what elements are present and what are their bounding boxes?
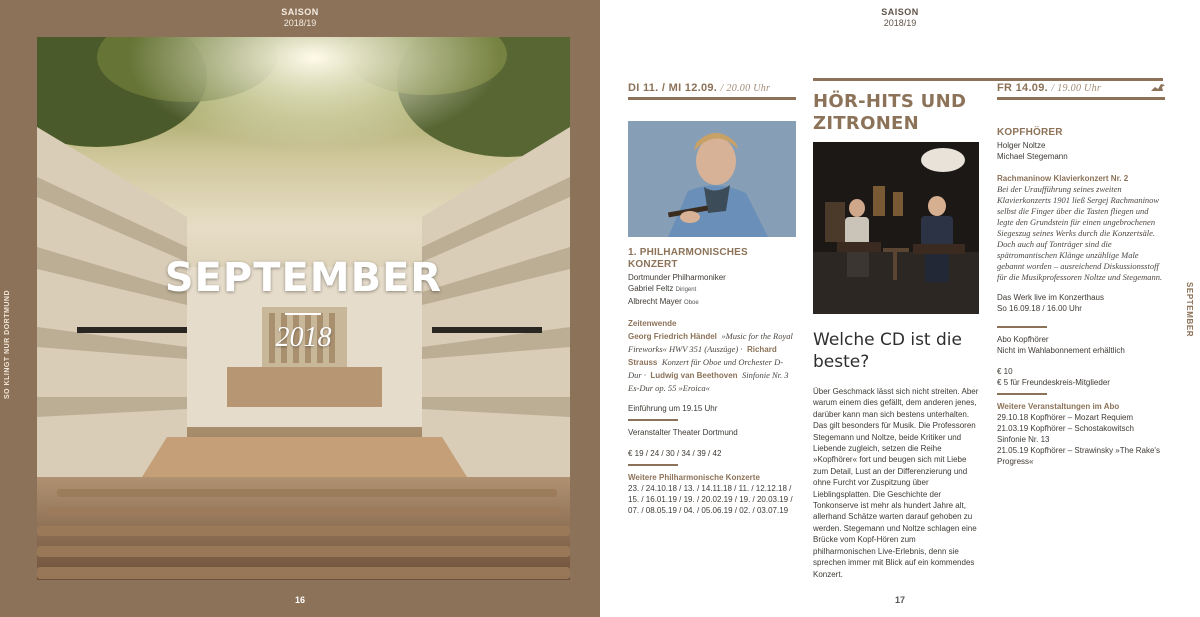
composer: Ludwig van Beethoven (650, 371, 738, 380)
composer: Georg Friedrich Händel (628, 332, 717, 341)
divider (997, 326, 1047, 328)
season-year: 2018/19 (883, 18, 917, 28)
event-kopfhoerer (997, 78, 1165, 467)
season-label: SAISON (881, 7, 919, 17)
abo-line-2: Nicht im Wahlabonnement erhältlich (997, 346, 1125, 355)
performer-2 (628, 283, 796, 296)
performer-1 (628, 272, 796, 283)
program-text: Bei der Uraufführung seines zweiten Klavierkonzerts 1901 ließ Sergej Rachmaninow selbst die Finger über die Tasten fliegen und legte den Grundstein für einen ungebrochenen Siegeszug seines Werks durch die Konzertsäle. Doch auch auf Tonträger sind die spätromantischen Klänge unzählige Male gebannt worden – ausreichend Diskussionsstoff für die Musikprofessoren Noltze und Stegemann. (997, 184, 1163, 282)
more-event-3: 21.05.19 Kopfhörer – Strawinsky »The Rake's Progress« (997, 446, 1160, 466)
bird-icon (1151, 83, 1165, 93)
feature-body: Über Geschmack lässt sich nicht streiten. Aber warum einem dies gefällt, dem anderen jenes, darüber kann man sich bestens unterhalten. Das gilt besonders für Musik. Die Professoren Stegemann und Noltze, beide Kritiker und Liebende zugleich, setzen die Reihe »Kopfhörer« fort und beugen sich mit Liebe zum Detail, Lust an der Differenzierung und ohne Furcht vor Zuspitzung über Lieblingsplatten. Die Geschichte der Tonkonserve ist mehr als hundert Jahre alt, allerhand Schätze warten darauf gehoben zu werden. Stegemann und Noltze schlagen eine Brücke vom Kopf-Hören zum philharmonischen Live-Erlebnis, denn sie sprechen immer mit Blick auf ein kommendes Konzert. (813, 387, 979, 579)
live-line-2: So 16.09.18 / 16.00 Uhr (997, 304, 1082, 313)
side-month-label: SEPTEMBER (1185, 282, 1194, 338)
month-year: 2018 (275, 322, 332, 353)
work: Konzert für Oboe und Orchester D-Dur · (628, 357, 784, 380)
more-events-heading: Weitere Veranstaltungen im Abo (997, 402, 1120, 411)
title-divider (285, 313, 321, 315)
right-page (600, 0, 1200, 617)
performer-name: Albrecht Mayer (628, 297, 682, 306)
performer-3 (628, 296, 796, 309)
page-number-left: 16 (294, 595, 305, 605)
season-label: SAISON (281, 7, 319, 17)
page-number-right: 17 (894, 595, 905, 605)
work: Sinfonie Nr. 3 Es-Dur op. 55 »Eroica« (628, 370, 789, 393)
work: »Music for the Royal Fireworks« HWV 351 (Auszüge) · (628, 331, 793, 354)
abo-line-1: Abo Kopfhörer (997, 335, 1049, 344)
hosts-photo (813, 142, 979, 314)
performer-name: Dortmunder Philharmoniker (628, 273, 726, 282)
oboist-portrait (628, 121, 796, 237)
feature-title: HÖR-HITS UND ZITRONEN (813, 91, 967, 134)
performer-name: Gabriel Feltz (628, 284, 674, 293)
program-list (628, 329, 796, 394)
side-tagline: SO KLINGT NUR DORTMUND (4, 290, 11, 400)
performer-role: Dirigent (675, 287, 697, 293)
divider (628, 464, 678, 466)
more-concerts-dates: 23. / 24.10.18 / 13. / 14.11.18 / 11. / 12.12.18 / 15. / 16.01.19 / 19. / 20.02.19 / 19. / 20.03.19 / 07. / 08.05.19 / 04. / 05.06.19 / 02. / 03.07.19 (628, 484, 793, 515)
performer-2: Michael Stegemann (997, 152, 1068, 161)
oboist-photo (628, 121, 796, 237)
performer-role: Oboe (684, 300, 699, 306)
date-bar (628, 62, 796, 100)
price-1: € 10 (997, 367, 1013, 376)
season-year: 2018/19 (283, 18, 317, 28)
feature-content (813, 142, 979, 580)
program-heading: Rachmaninow Klavierkonzert Nr. 2 (997, 174, 1129, 183)
organizer: Veranstalter Theater Dortmund (628, 428, 738, 437)
performer-1: Holger Noltze (997, 141, 1046, 150)
season-header-left (270, 7, 330, 29)
season-header-right (870, 7, 930, 29)
price-2: € 5 für Freundeskreis-Mitglieder (997, 378, 1110, 387)
concert-hall-illustration (37, 37, 570, 580)
more-concerts-heading: Weitere Philharmonische Konzerte (628, 473, 760, 482)
feature-question: Welche CD ist die beste? (813, 330, 962, 372)
intro-time: Einführung um 19.15 Uhr (628, 404, 718, 413)
live-line-1: Das Werk live im Konzerthaus (997, 293, 1104, 302)
divider (997, 393, 1047, 395)
month-title: SEPTEMBER (164, 255, 443, 301)
divider (628, 419, 678, 421)
event-date (997, 82, 1101, 94)
more-event-2: 21.03.19 Kopfhörer – Schostakowitsch Sinfonie Nr. 13 (997, 424, 1134, 444)
composer: Richard Strauss (628, 345, 777, 367)
event-title: KOPFHÖRER (997, 127, 1063, 138)
prices: € 19 / 24 / 30 / 34 / 39 / 42 (628, 449, 722, 458)
event-date-text: DI 11. / MI 12.09. (628, 82, 718, 94)
event-time: / 20.00 Uhr (720, 83, 771, 94)
event-title: 1. PHILHARMONISCHES KONZERT (628, 247, 748, 270)
event-date-text: FR 14.09. (997, 82, 1049, 94)
event-time: / 19.00 Uhr (1051, 83, 1102, 94)
date-bar (997, 62, 1165, 100)
event-philharmonic (628, 78, 796, 516)
concert-hall-photo (37, 37, 570, 580)
event-date (628, 82, 770, 94)
program-heading: Zeitenwende (628, 319, 677, 328)
more-event-1: 29.10.18 Kopfhörer – Mozart Requiem (997, 413, 1134, 422)
hosts-on-stage-illustration (813, 142, 979, 314)
